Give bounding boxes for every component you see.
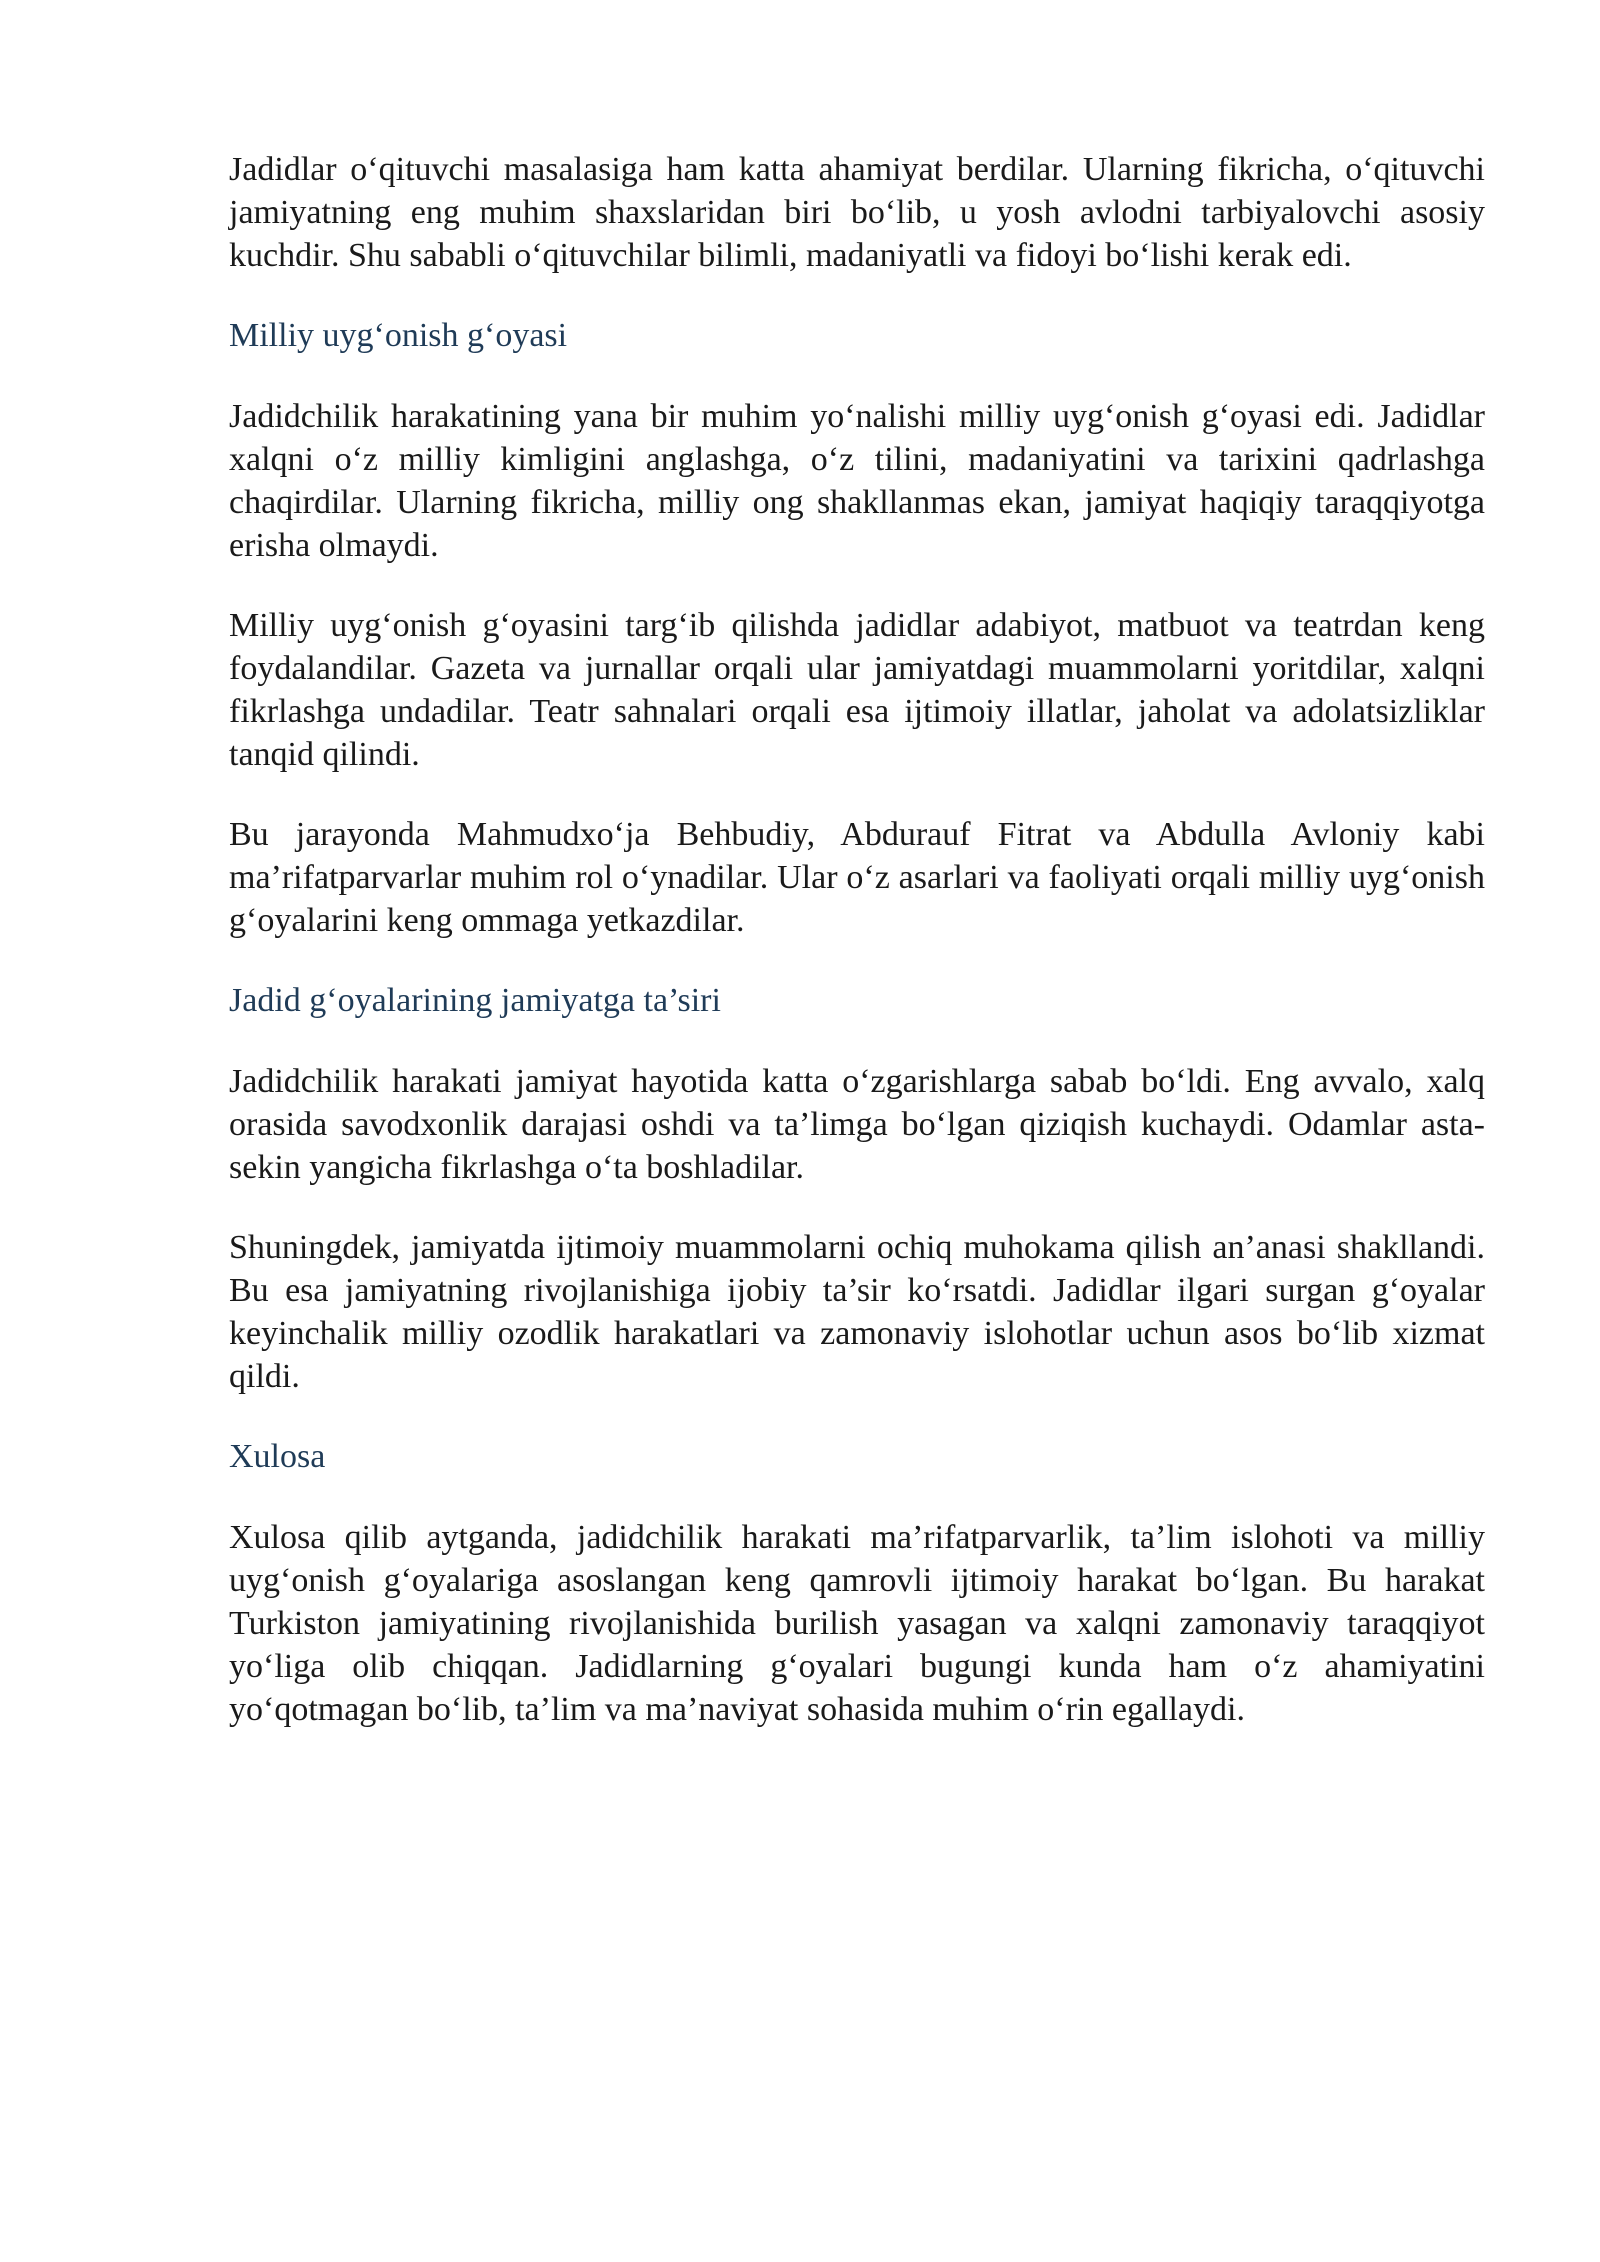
paragraph-enlighteners: Bu jarayonda Mahmudxo‘ja Behbudiy, Abdurauf Fitrat va Abdulla Avloniy kabi ma’rifatparvarlar muhim rol o‘ynadilar. Ular o‘z asarlari va faoliyati orqali milliy uyg‘onish g‘oyalarini keng ommaga yetkazdilar. xyxy=(229,816,1485,939)
paragraph-social-change: Jadidchilik harakati jamiyat hayotida katta o‘zgarishlarga sabab bo‘ldi. Eng avvalo, xalq orasida savodxonlik darajasi oshdi va ta’limga bo‘lgan qiziqish kuchaydi. Odamlar asta-sekin yangicha fikrlashga o‘ta boshladilar. xyxy=(229,1063,1485,1186)
document-page xyxy=(229,148,1485,1768)
paragraph-literature-press-theatre: Milliy uyg‘onish g‘oyasini targ‘ib qilishda jadidlar adabiyot, matbuot va teatrdan keng foydalandilar. Gazeta va jurnallar orqali ular jamiyatdagi muammolarni yoritdilar, xalqni fikrlashga undadilar. Teatr sahnalari orqali esa ijtimoiy illatlar, jaholat va adolatsizliklar tanqid qilindi. xyxy=(229,607,1485,773)
heading-jadid-influence: Jadid g‘oyalarining jamiyatga ta’siri xyxy=(229,982,721,1019)
paragraph-national-awakening: Jadidchilik harakatining yana bir muhim yo‘nalishi milliy uyg‘onish g‘oyasi edi. Jadidlar xalqni o‘z milliy kimligini anglashga, o‘z tilini, madaniyatini va tarixini qadrlashga chaqirdilar. Ularning fikricha, milliy ong shakllanmas ekan, jamiyat haqiqiy taraqqiyotga erisha olmaydi. xyxy=(229,398,1485,564)
heading-national-awakening: Milliy uyg‘onish g‘oyasi xyxy=(229,317,568,354)
heading-conclusion: Xulosa xyxy=(229,1438,326,1475)
paragraph-conclusion: Xulosa qilib aytganda, jadidchilik harakati ma’rifatparvarlik, ta’lim islohoti va milliy uyg‘onish g‘oyalariga asoslangan keng qamrovli ijtimoiy harakat bo‘lgan. Bu harakat Turkiston jamiyatining rivojlanishida burilish yasagan va xalqni zamonaviy taraqqiyot yo‘liga olib chiqqan. Jadidlarning g‘oyalari bugungi kunda ham o‘z ahamiyatini yo‘qotmagan bo‘lib, ta’lim va ma’naviyat sohasida muhim o‘rin egallaydi. xyxy=(229,1519,1485,1728)
paragraph-teachers: Jadidlar o‘qituvchi masalasiga ham katta ahamiyat berdilar. Ularning fikricha, o‘qituvchi jamiyatning eng muhim shaxslaridan biri bo‘lib, u yosh avlodni tarbiyalovchi asosiy kuchdir. Shu sababli o‘qituvchilar bilimli, madaniyatli va fidoyi bo‘lishi kerak edi. xyxy=(229,151,1485,274)
paragraph-public-discussion: Shuningdek, jamiyatda ijtimoiy muammolarni ochiq muhokama qilish an’anasi shakllandi. Bu esa jamiyatning rivojlanishiga ijobiy ta’sir ko‘rsatdi. Jadidlar ilgari surgan g‘oyalar keyinchalik milliy ozodlik harakatlari va zamonaviy islohotlar uchun asos bo‘lib xizmat qildi. xyxy=(229,1229,1485,1395)
